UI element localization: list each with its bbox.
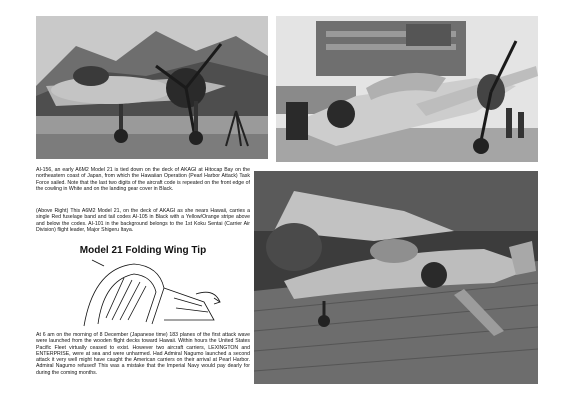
caption-ai-105: (Above Right) This A6M2 Model 21, on the deck of AKAGI as she nears Hawaii, carries a single Red fuselage band and tail codes AI-105 in Black with a Yellow/Orange stripe above and below the codes. AI-101 in the background belongs to the 1st Koku Sentai (Carrier Air Division) flight leader, Major Shigeru Itaya. <box>36 208 250 233</box>
photo-zero-ai-105 <box>276 16 538 162</box>
caption-ai-156: AI-156, an early A6M2 Model 21 is tied down on the deck of AKAGI at Hitocap Bay on the northeastern coast of Japan, from which the Hawaiian Operation (Pearl Harbor Attack) Task Force sailed. Note that the last two digits of the aircraft code is repeated on the front edge of the cowling in White and on the landing gear cover in Black. <box>36 167 250 192</box>
photo-zero-launch <box>254 171 538 384</box>
wing-tip-diagram <box>64 258 224 330</box>
caption-attack: At 6 am on the morning of 8 December (Japanese time) 183 planes of the first attack wave were launched from the wooden flight decks toward Hawaii. Within hours the United States Pacific Fleet virtually ceased to exist. However two aircraft carriers, LEXINGTON and ENTERPRISE, were at sea and were unharmed. Had Admiral Nagumo launched a second attack it very well might have caught the American carriers on their arrival at Pearl Harbor. Admiral Nagumo refused! This was a mistake that the Imperial Navy would pay dearly for during the coming months. <box>36 332 250 376</box>
wing-tip-title: Model 21 Folding Wing Tip <box>79 245 207 256</box>
photo-zero-ai-156 <box>36 16 268 159</box>
